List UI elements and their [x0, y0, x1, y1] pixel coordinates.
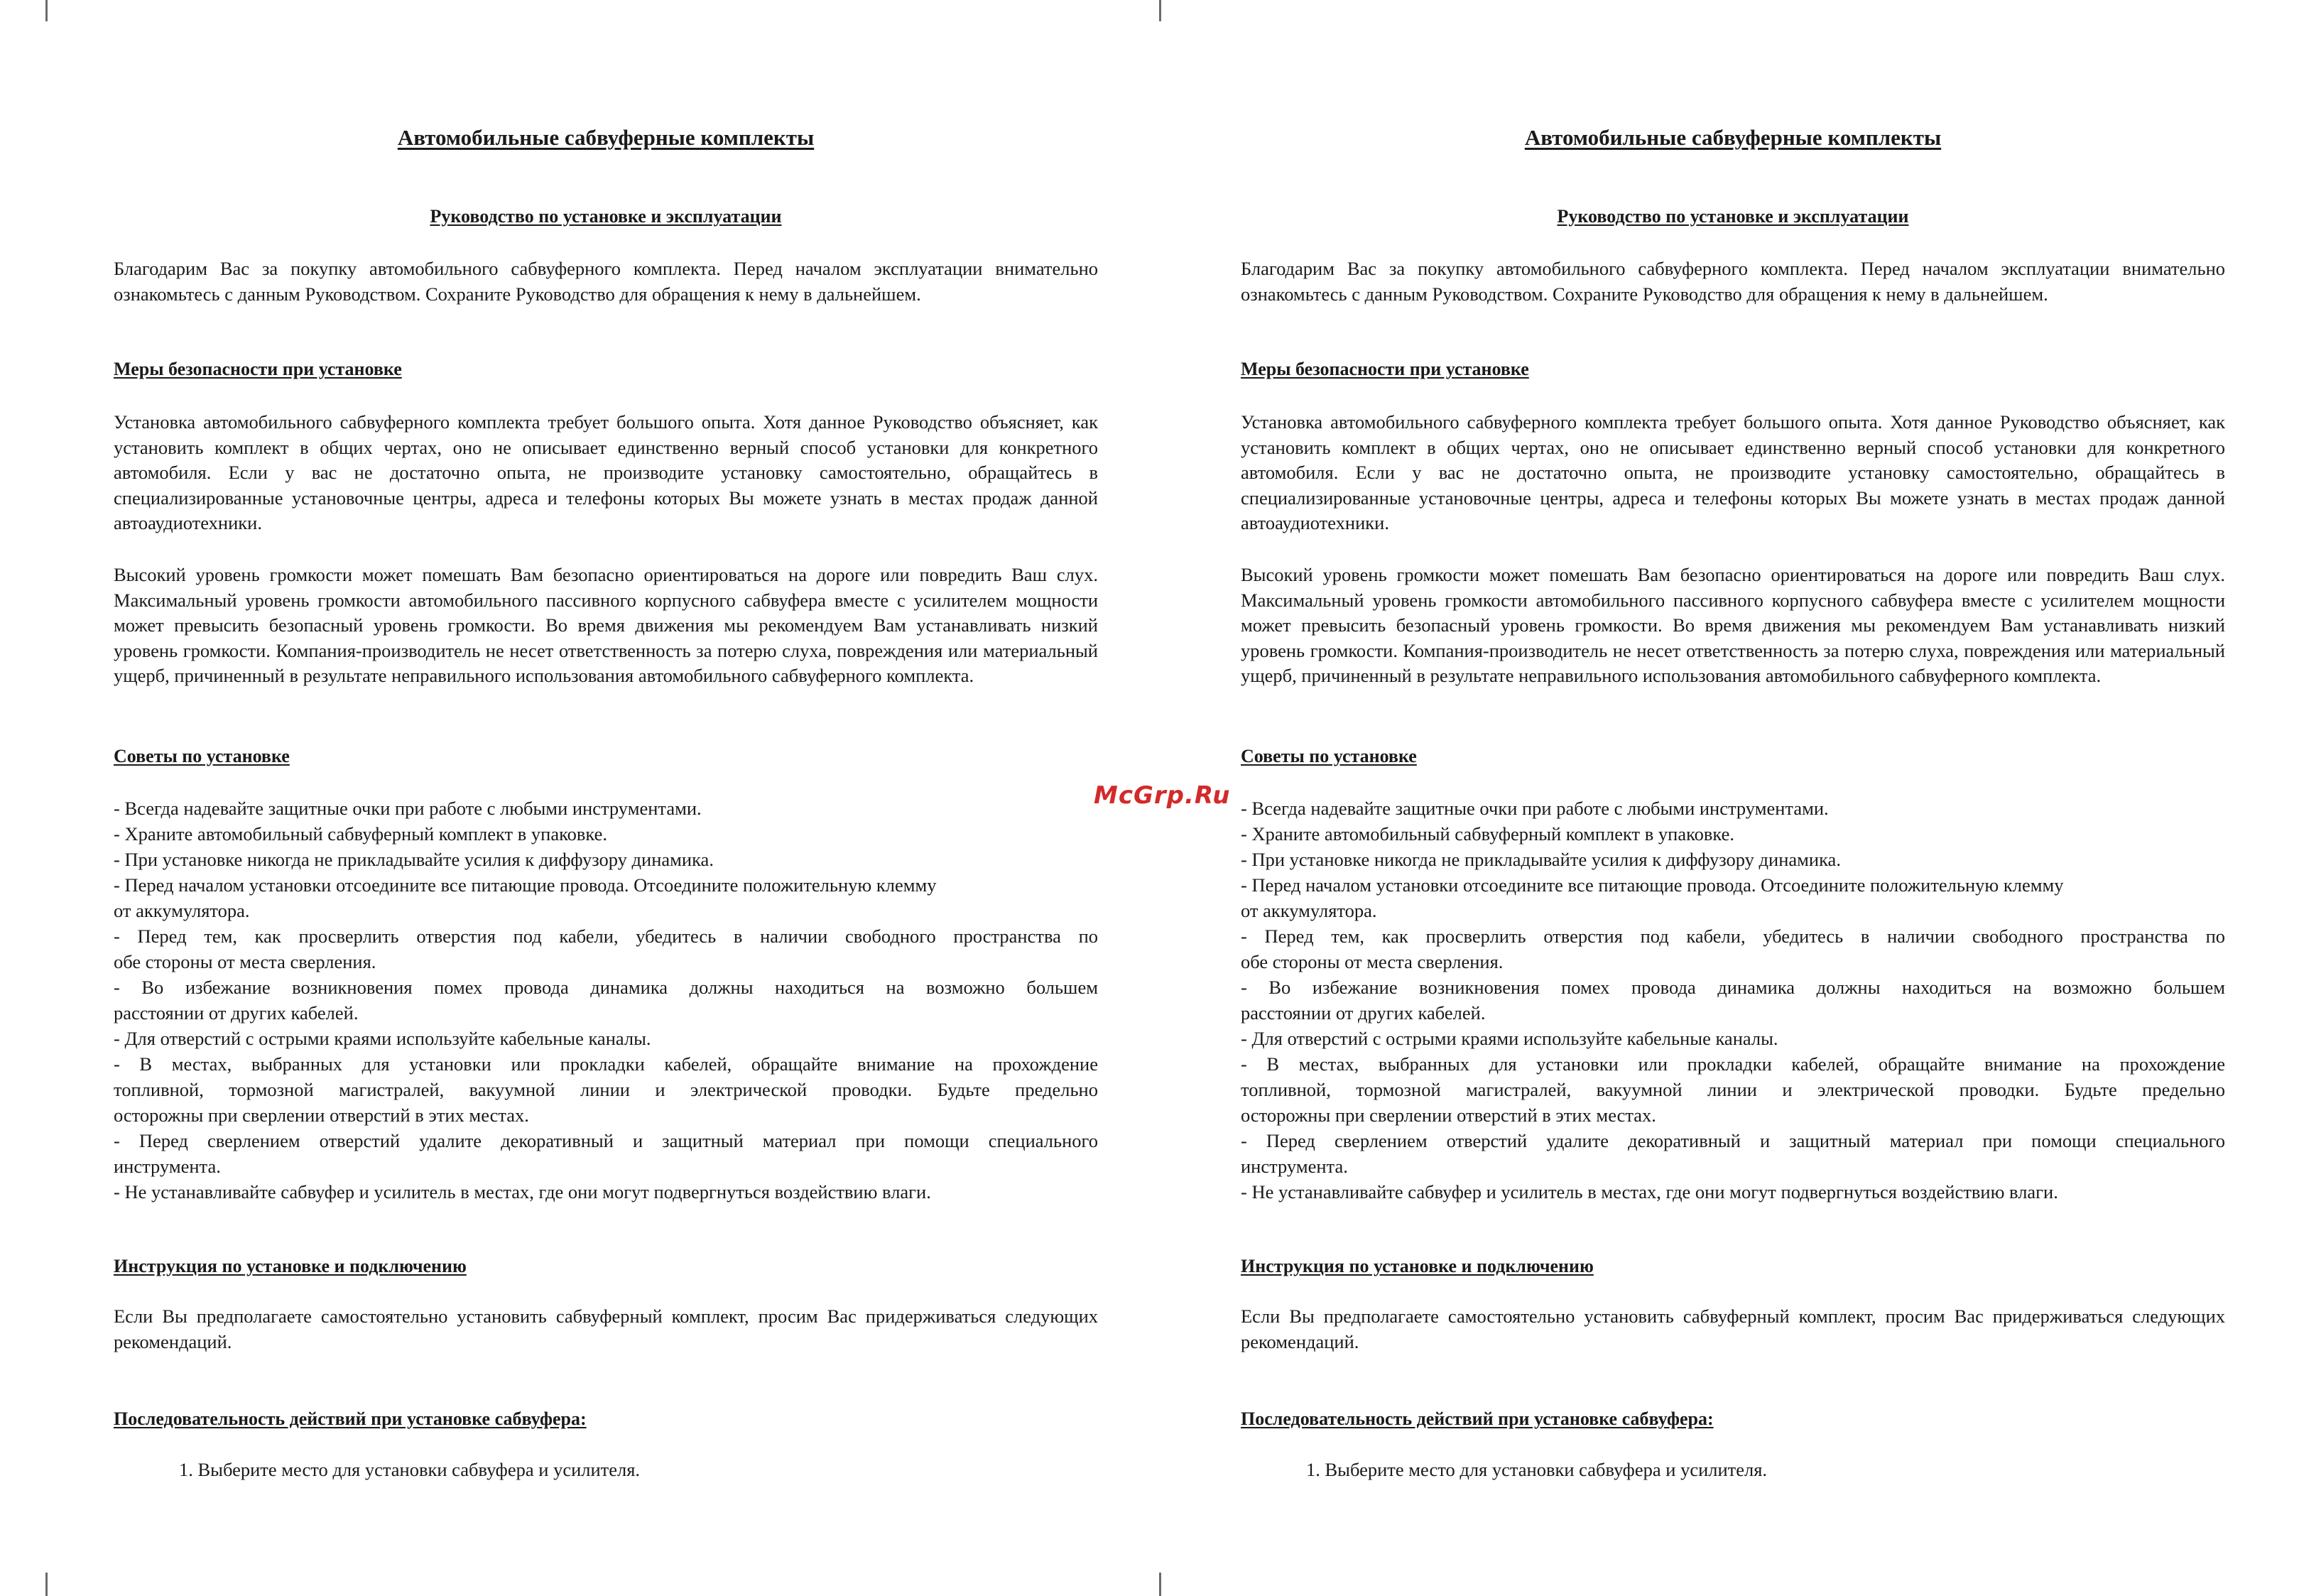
list-item: - В местах, выбранных для установки или прокладки кабелей, обращайте внимание на прохождение: [114, 1053, 1098, 1075]
instructions-paragraph: Если Вы предполагаете самостоятельно установить сабвуферный комплект, просим Вас придерживаться следующих рекомендаций.: [1241, 1305, 2225, 1352]
list-item: осторожны при сверлении отверстий в этих местах.: [114, 1104, 529, 1126]
list-item: - Перед началом установки отсоедините все питающие провода. Отсоедините положительную клемму: [114, 874, 937, 896]
crop-mark: [45, 1573, 48, 1596]
page-left: [114, 0, 1098, 1596]
tips-list: [1241, 796, 2225, 1205]
list-item: - Перед сверлением отверстий удалите декоративный и защитный материал при помощи специального: [114, 1130, 1098, 1151]
list-item: топливной, тормозной магистралей, вакуумной линии и электрической проводки. Будьте предельно: [1241, 1079, 2225, 1100]
tips-heading: Советы по установке: [114, 746, 290, 766]
list-item: - При установке никогда не прикладывайте усилия к диффузору динамика.: [114, 849, 714, 870]
list-item: - Для отверстий с острыми краями используйте кабельные каналы.: [1241, 1028, 1778, 1049]
watermark-text: McGrp.Ru: [1094, 781, 1231, 810]
list-item: инструмента.: [1241, 1156, 1348, 1177]
page-subtitle: Руководство по установке и эксплуатации: [430, 206, 782, 227]
list-item: топливной, тормозной магистралей, вакуумной линии и электрической проводки. Будьте предельно: [114, 1079, 1098, 1100]
step-1: 1. Выберите место для установки сабвуфера и усилителя.: [1306, 1459, 1768, 1480]
list-item: обе стороны от места сверления.: [1241, 951, 1504, 972]
list-item: - Во избежание возникновения помех провода динамика должны находиться на возможно большем: [1241, 977, 2225, 998]
sequence-heading: Последовательность действий при установке сабвуфера:: [114, 1408, 587, 1429]
crop-mark: [1159, 1573, 1161, 1596]
list-item: - Всегда надевайте защитные очки при работе с любыми инструментами.: [1241, 798, 1829, 819]
instructions-heading: Инструкция по установке и подключению: [114, 1256, 467, 1276]
step-1: 1. Выберите место для установки сабвуфера и усилителя.: [179, 1459, 641, 1480]
list-item: - Перед тем, как просверлить отверстия под кабели, убедитесь в наличии свободного пространства по: [1241, 925, 2225, 947]
page-right: [1241, 0, 2225, 1596]
list-item: - Для отверстий с острыми краями используйте кабельные каналы.: [114, 1028, 651, 1049]
page-title: Автомобильные сабвуферные комплекты: [397, 125, 815, 150]
tips-list: [114, 796, 1098, 1205]
safety-paragraph-2: Высокий уровень громкости может помешать Вам безопасно ориентироваться на дороге или повредить Ваш слух. Максимальный уровень громкости автомобильного пассивного корпусного сабвуфера вместе с усилителем мощности может превысить безопасный уровень громкости. Во время движения мы рекомендуем Вам устанавливать низкий уровень громкости. Компания-производитель не несет ответственность за потерю слуха, повреждения или материальный ущерб, причиненный в результате неправильного использования автомобильного сабвуферного комплекта.: [1241, 564, 2225, 686]
list-item: осторожны при сверлении отверстий в этих местах.: [1241, 1104, 1656, 1126]
safety-paragraph-2: Высокий уровень громкости может помешать Вам безопасно ориентироваться на дороге или повредить Ваш слух. Максимальный уровень громкости автомобильного пассивного корпусного сабвуфера вместе с усилителем мощности может превысить безопасный уровень громкости. Во время движения мы рекомендуем Вам устанавливать низкий уровень громкости. Компания-производитель не несет ответственность за потерю слуха, повреждения или материальный ущерб, причиненный в результате неправильного использования автомобильного сабвуферного комплекта.: [114, 564, 1098, 686]
safety-heading: Меры безопасности при установке: [114, 359, 402, 379]
crop-mark: [1159, 0, 1161, 21]
list-item: - Перед началом установки отсоедините все питающие провода. Отсоедините положительную клемму: [1241, 874, 2064, 896]
list-item: - Всегда надевайте защитные очки при работе с любыми инструментами.: [114, 798, 702, 819]
safety-heading: Меры безопасности при установке: [1241, 359, 1529, 379]
tips-heading: Советы по установке: [1241, 746, 1417, 766]
safety-paragraph-1: Установка автомобильного сабвуферного комплекта требует большого опыта. Хотя данное Руководство объясняет, как установить комплект в общих чертах, оно не описывает единственно верный способ установки для конкретного автомобиля. Если у вас не достаточно опыта, не производите установку самостоятельно, обращайтесь в специализированные установочные центры, адреса и телефоны которых Вы можете узнать в местах продаж данной автоаудиотехники.: [114, 411, 1098, 533]
list-item: от аккумулятора.: [1241, 900, 1377, 921]
list-item: инструмента.: [114, 1156, 221, 1177]
intro-paragraph: Благодарим Вас за покупку автомобильного сабвуферного комплекта. Перед началом эксплуатации внимательно ознакомьтесь с данным Руководством. Сохраните Руководство для обращения к нему в дальнейшем.: [1241, 258, 2225, 305]
list-item: - Перед тем, как просверлить отверстия под кабели, убедитесь в наличии свободного пространства по: [114, 925, 1098, 947]
list-item: обе стороны от места сверления.: [114, 951, 376, 972]
list-item: расстоянии от других кабелей.: [1241, 1002, 1486, 1024]
list-item: - Храните автомобильный сабвуферный комплект в упаковке.: [114, 823, 607, 845]
page-subtitle: Руководство по установке и эксплуатации: [1557, 206, 1909, 227]
page-title: Автомобильные сабвуферные комплекты: [1524, 125, 1942, 150]
list-item: - Не устанавливайте сабвуфер и усилитель в местах, где они могут подвергнуться воздействию влаги.: [114, 1181, 931, 1203]
instructions-heading: Инструкция по установке и подключению: [1241, 1256, 1594, 1276]
list-item: от аккумулятора.: [114, 900, 250, 921]
list-item: - Не устанавливайте сабвуфер и усилитель в местах, где они могут подвергнуться воздействию влаги.: [1241, 1181, 2058, 1203]
list-item: - Во избежание возникновения помех провода динамика должны находиться на возможно большем: [114, 977, 1098, 998]
sequence-heading: Последовательность действий при установке сабвуфера:: [1241, 1408, 1714, 1429]
list-item: расстоянии от других кабелей.: [114, 1002, 359, 1024]
crop-mark: [45, 0, 48, 21]
list-item: - Перед сверлением отверстий удалите декоративный и защитный материал при помощи специального: [1241, 1130, 2225, 1151]
list-item: - При установке никогда не прикладывайте усилия к диффузору динамика.: [1241, 849, 1841, 870]
list-item: - Храните автомобильный сабвуферный комплект в упаковке.: [1241, 823, 1734, 845]
safety-paragraph-1: Установка автомобильного сабвуферного комплекта требует большого опыта. Хотя данное Руководство объясняет, как установить комплект в общих чертах, оно не описывает единственно верный способ установки для конкретного автомобиля. Если у вас не достаточно опыта, не производите установку самостоятельно, обращайтесь в специализированные установочные центры, адреса и телефоны которых Вы можете узнать в местах продаж данной автоаудиотехники.: [1241, 411, 2225, 533]
list-item: - В местах, выбранных для установки или прокладки кабелей, обращайте внимание на прохождение: [1241, 1053, 2225, 1075]
instructions-paragraph: Если Вы предполагаете самостоятельно установить сабвуферный комплект, просим Вас придерживаться следующих рекомендаций.: [114, 1305, 1098, 1352]
intro-paragraph: Благодарим Вас за покупку автомобильного сабвуферного комплекта. Перед началом эксплуатации внимательно ознакомьтесь с данным Руководством. Сохраните Руководство для обращения к нему в дальнейшем.: [114, 258, 1098, 305]
